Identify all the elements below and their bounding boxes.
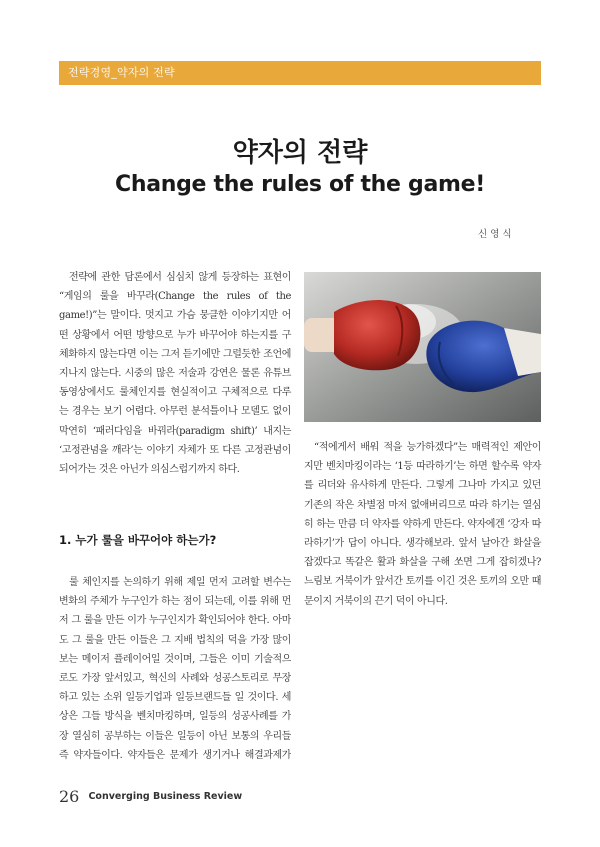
- section-label: 전략경영_약자의 전략: [68, 66, 175, 79]
- article-subtitle: Change the rules of the game!: [114, 172, 485, 197]
- intro-column: [59, 268, 291, 479]
- article-title: 약자의 전략: [232, 138, 368, 168]
- page-footer: [59, 786, 242, 806]
- section-paragraph-1: 룰 체인지를 논의하기 위해 제일 먼저 고려할 변수는 변화의 주체가 누구인가 하는 점이 되는데, 이를 위해 먼저 그 룰을 만든 이가 누구인지가 확인되어야 한다. 아마도 그 룰을 만든 이들은 그 지배 법칙의 덕을 가장 많이 보는 메이저 플레이어일 것이며, 그들은 이미 기술적으로도 가장 앞서있고, 혁신의 사례와 성공스토리로 무장하고 있는 소위 일등기업과 일등브랜드들 일 것이다. 세상은 그들 방식을 벤치마킹하며, 일등의 성공사례를 가장 열심히 공부하는 이들은 일등이 아닌 보통의 우리들 즉 약자들이다. 약자들은 문제가 생기거나 해결과제가: [59, 577, 291, 761]
- boxing-gloves-photo: [304, 272, 541, 422]
- page-number: 26: [59, 787, 80, 806]
- section-body-right: [304, 438, 541, 611]
- magazine-name: Converging Business Review: [88, 791, 243, 802]
- author-name: 신 영 식: [478, 229, 512, 240]
- section-body-left: [59, 573, 291, 763]
- section-paragraph-2: “적에게서 배워 적을 능가하겠다”는 매력적인 제안이지만 벤치마킹이라는 ‘1등 따라하기’는 하면 할수록 약자를 리더와 유사하게 만든다. 그렇게 그나마 가지고 있던 기존의 작은 차별점 마저 없애버리므로 따라 하기는 열심히 하는 만큼 더 약자를 약하게 만든다. 약자에겐 ‘강자 따라하기’가 답이 아니다. 생각해보라. 앞서 날아간 화살을 잡겠다고 똑같은 활과 화살을 구해 쏘면 그게 잡히겠나? 느림보 거북이가 앞서간 토끼를 이긴 것은 토끼의 오만 때문이지 거북이의 끈기 덕이 아니다.: [304, 442, 541, 607]
- intro-paragraph: 전략에 관한 담론에서 심심치 않게 등장하는 표현이 “게임의 룰을 바꾸라(Change the rules of the game!)”는 말이다. 멋지고 가슴 뭉클한 이야기지만 어떤 상황에서 어떤 방향으로 누가 바꾸어야 하는지를 구체화하지 않는다면 이는 그저 듣기에만 그럴듯한 조언에 지나지 않는다. 시중의 많은 저술과 강연은 물론 유튜브 동영상에서도 룰체인지를 현실적이고 구체적으로 다루는 경우는 보기 어렵다. 아무런 분석틀이나 모델도 없이 막연히 ‘패러다임을 바꿔라(paradigm shift)’ 내지는 ‘고정관념을 깨라’는 이야기 자체가 또 다른 고정관념이 되어가는 것은 아닌가 의심스럽기까지 하다.: [59, 272, 291, 476]
- section-banner: [59, 61, 541, 85]
- section-heading: 1. 누가 룰을 바꾸어야 하는가?: [59, 533, 217, 547]
- boxing-gloves-illustration: [304, 272, 541, 422]
- red-glove: [334, 300, 420, 370]
